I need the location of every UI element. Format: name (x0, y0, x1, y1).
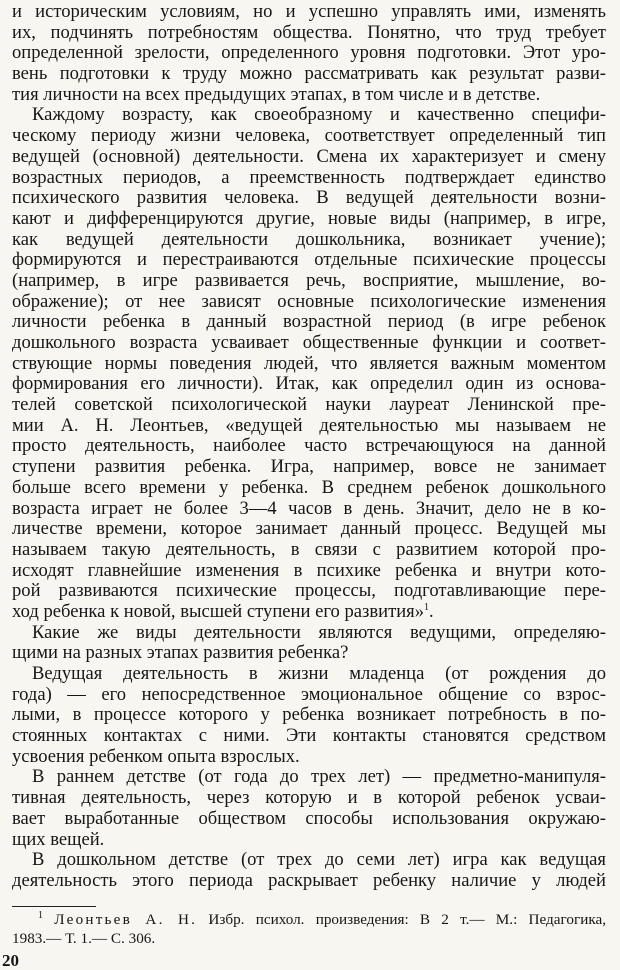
paragraph-start: Ведущая деятельность в жизни младенца (от рождения до (32, 664, 606, 684)
text-line: определенной зрелости, определенного уровня подготовки. Этот уро- (12, 43, 606, 64)
text-line: лыми, в процессе которого у ребенка возникает потребность в по- (12, 705, 606, 726)
quote-end-text: ход ребенка к новой, высшей ступени его развития» (12, 601, 424, 622)
text-line: щими на разных этапах развития ребенка? (12, 643, 349, 664)
text-line: ступени развития ребенка. Игра, например, вовсе не занимает (12, 457, 606, 478)
footnote-author: Леонтьев А. Н. (54, 911, 198, 928)
text-line: (например, в игре развивается речь, восприятие, мышление, во- (12, 270, 606, 291)
footnote (12, 910, 606, 948)
text-line: больше всего времени у ребенка. В среднем ребенок дошкольного (12, 477, 606, 498)
footnote-divider (12, 906, 96, 907)
footnote-line: 1983.— Т. 1.— С. 306. (12, 930, 156, 947)
text-line: их, подчинять потребностям общества. Понятно, что труд требует (12, 22, 606, 43)
text-line: психического развития человека. В ведущей деятельности возни- (12, 188, 606, 209)
text-line: кают и дифференцируются другие, новые виды (например, в игре, (12, 208, 606, 229)
text-line: года) — его непосредственное эмоциональное общение со взрос- (12, 684, 606, 705)
paragraph-start: Какие же виды деятельности являются ведущими, определяю- (32, 622, 606, 643)
footnote-line (12, 910, 606, 929)
page-number: 20 (2, 951, 19, 970)
text-line: ствующие нормы поведения людей, что является важным моментом (12, 353, 606, 374)
text-line: называем такую деятельность, в связи с развитием которой про- (12, 539, 606, 560)
text-line: просто деятельность, наиболее часто встречающуюся на данной (12, 436, 606, 457)
text-line: тия личности на всех предыдущих этапах, в том числе и в детстве. (12, 84, 541, 105)
text-line: ведущей (основной) деятельности. Смена их характеризует и смену (12, 146, 606, 167)
footnote-marker: 1 (424, 601, 429, 613)
text-line: рой развиваются психические процессы, подготавливающие пере- (12, 581, 606, 602)
text-line: и историческим условиям, но и успешно управлять ими, изменять (12, 2, 606, 22)
text-line: как ведущей деятельности дошкольника, возникает учение); (12, 229, 606, 250)
text-line: телей советской психологической науки лауреат Ленинской пре- (12, 395, 606, 416)
text-line: стоянных контактах с ними. Эти контакты становятся средством (12, 726, 606, 747)
text-line: усвоения ребенком опыта взрослых. (12, 746, 300, 767)
text-line: щих вещей. (12, 829, 105, 850)
text-line: ображение); от нее зависят основные психологические изменения (12, 291, 606, 312)
text-line: личности ребенка в данный возрастной период (в игре ребенок (12, 312, 606, 333)
footnote-source: Избр. психол. произведения: В 2 т.— М.: Педагогика, (208, 911, 606, 928)
body-text (12, 0, 606, 892)
text-line: мии А. Н. Леонтьев, «ведущей деятельностью мы называем не (12, 415, 606, 436)
text-line: возрастных периодов, а преемственность подтверждает единство (12, 167, 606, 188)
text-line: вает выработанные обществом способы использования окружаю- (12, 808, 606, 829)
text-line: формируются и перестраиваются отдельные психические процессы (12, 250, 606, 271)
text-line: тивная деятельность, через которую и в которой ребенок усваи- (12, 788, 606, 809)
text-line: исходят главнейшие изменения в психике ребенка и внутри кото- (12, 560, 606, 581)
text-line: дошкольного возраста усваивает общественные функции и соответ- (12, 333, 606, 353)
text-line: деятельность этого периода раскрывает ребенку наличие у людей (12, 870, 606, 891)
paragraph-start: Каждому возрасту, как своеобразному и качественно специфи- (32, 105, 606, 126)
text-line: ческому периоду жизни человека, соответствует определенный тип (12, 126, 606, 147)
paragraph-start: В дошкольном детстве (от трех до семи лет) игра как ведущая (32, 850, 606, 871)
text-line: возраста играет не более 3—4 часов в день. Значит, дело не в ко- (12, 498, 606, 519)
text-line: формирования его личности). Итак, как определил один из основа- (12, 374, 606, 395)
text-line: личестве времени, которое занимает данный процесс. Ведущей мы (12, 519, 606, 540)
quote-end-line: ход ребенка к новой, высшей ступени его развития»$^1$. (12, 601, 434, 622)
text-line: вень подготовки к труду можно рассматривать как результат разви- (12, 64, 606, 85)
footnote-number: 1 (38, 910, 43, 921)
paragraph-start: В раннем детстве (от года до трех лет) — предметно-манипуля- (32, 767, 606, 788)
